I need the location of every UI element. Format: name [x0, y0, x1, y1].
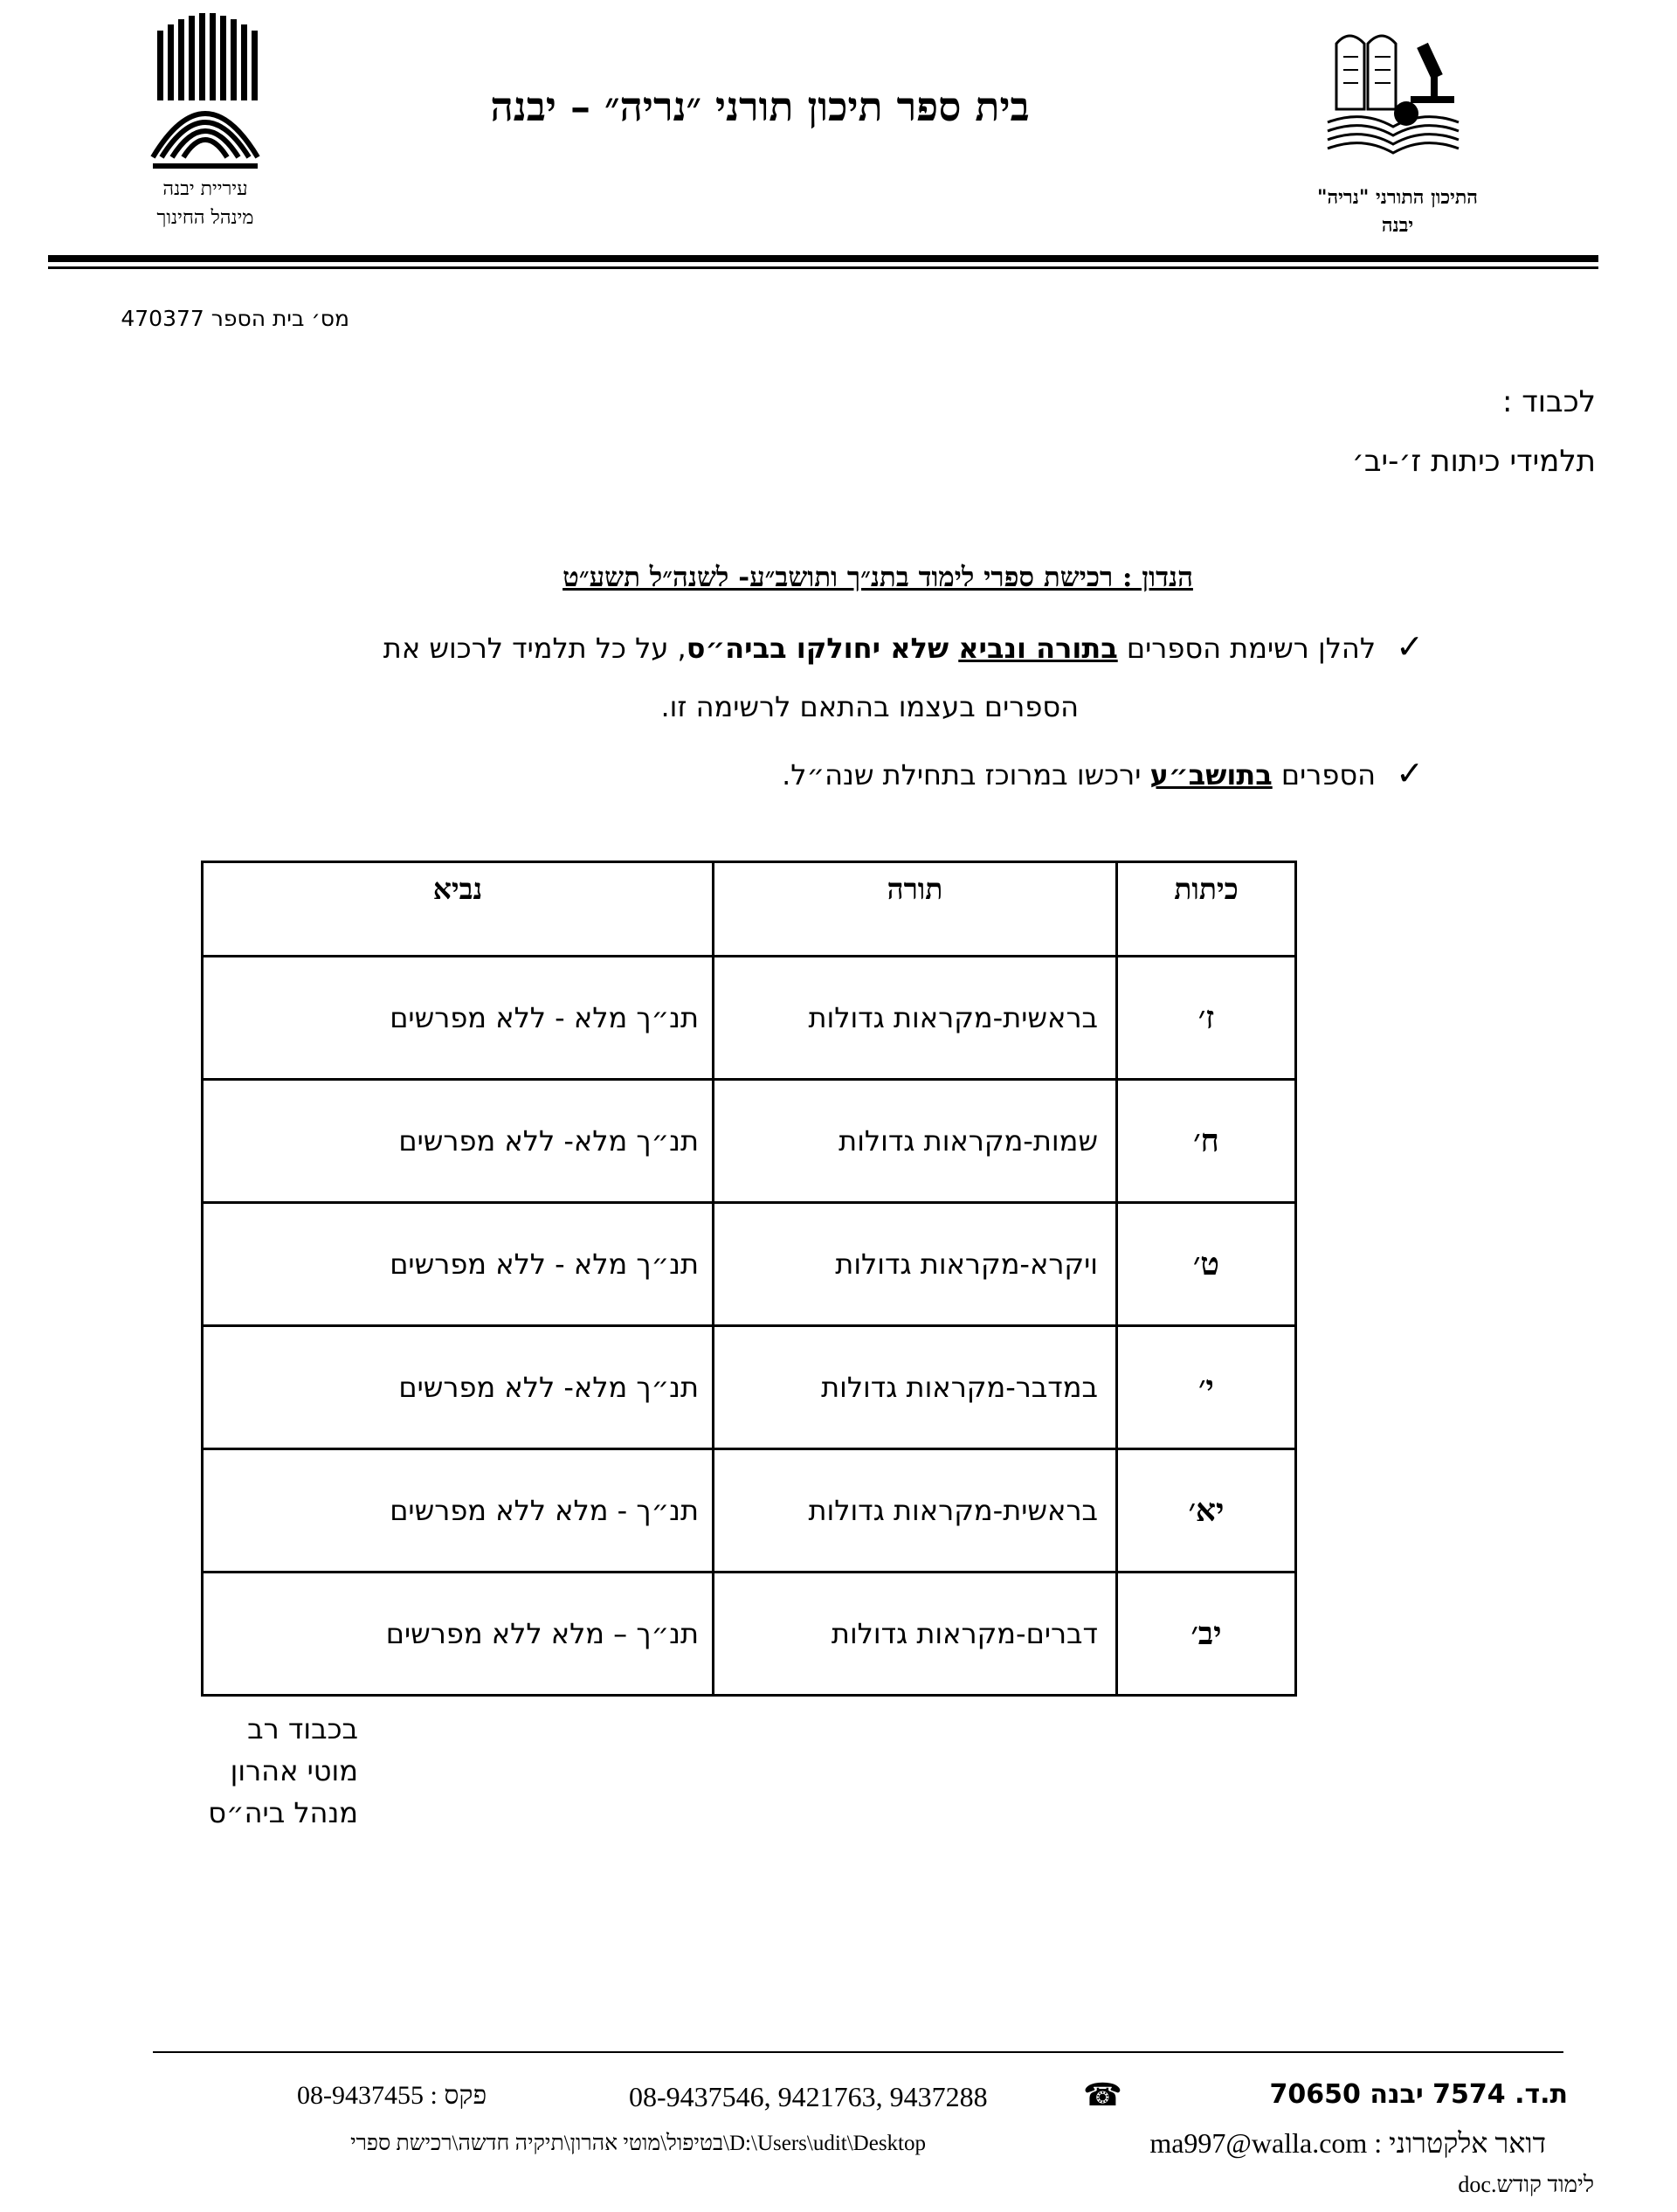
- footer-file-name: לימוד קודש.doc: [1458, 2172, 1594, 2197]
- table-row: [203, 957, 1296, 1080]
- school-logo-caption: התיכון התורני "נריה" יבנה: [1317, 186, 1478, 237]
- torah-cell: בראשית-מקראות גדולות: [714, 1449, 1117, 1573]
- header-divider-thin: [48, 266, 1598, 269]
- footer-address: ת.ד. 7574 יבנה 70650: [1269, 2079, 1568, 2110]
- footer-divider: [153, 2051, 1563, 2053]
- torah-cell: דברים-מקראות גדולות: [714, 1573, 1117, 1696]
- grade-cell: ז׳: [1117, 957, 1296, 1080]
- phone-icon: ☎: [1083, 2077, 1122, 2113]
- table-row: [203, 1080, 1296, 1203]
- grade-cell: ח׳: [1117, 1080, 1296, 1203]
- navi-cell: תנ״ך – מלא ללא מפרשים: [203, 1573, 714, 1696]
- torah-cell: שמות-מקראות גדולות: [714, 1080, 1117, 1203]
- municipality-logo-caption: עיריית יבנה מינהל החינוך: [156, 178, 254, 229]
- navi-cell: תנ״ך מלא - ללא מפרשים: [203, 1203, 714, 1326]
- bullet-oral-torah: ✓הספרים בתושב״ע ירכשו במרוכז בתחילת שנה״ל.: [782, 754, 1424, 792]
- school-id: מס׳ בית הספר 470377: [121, 306, 349, 331]
- header-navi: נביא: [203, 862, 714, 957]
- grade-cell: ט׳: [1117, 1203, 1296, 1326]
- checkmark-icon: ✓: [1396, 627, 1424, 666]
- footer-phones: 08-9437546, 9421763, 9437288: [629, 2081, 988, 2112]
- subject-line: הנדון : רכישת ספרי לימוד בתנ״ך ותושב״ע- לשנה״ל תשע״ט: [562, 562, 1193, 593]
- recipient-label: לכבוד :: [1501, 384, 1596, 419]
- school-title: בית ספר תיכון תורני ״נריה״ – יבנה: [490, 83, 1030, 130]
- navi-cell: תנ״ך מלא- ללא מפרשים: [203, 1080, 714, 1203]
- signature-name: מוטי אהרון: [230, 1754, 358, 1787]
- recipient-name: תלמידי כיתות ז׳-יב׳: [1351, 444, 1596, 479]
- navi-cell: תנ״ך מלא- ללא מפרשים: [203, 1326, 714, 1449]
- footer-fax: פקס : 08-9437455: [297, 2081, 487, 2110]
- bullet-books-list: ✓להלן רשימת הספרים בתורה ונביא שלא יחולקו בביה״ס, על כל תלמיד לרכוש את: [383, 627, 1424, 666]
- table-row: [203, 1326, 1296, 1449]
- torah-cell: במדבר-מקראות גדולות: [714, 1326, 1117, 1449]
- municipality-logo: [148, 9, 262, 170]
- books-table: [201, 861, 1297, 1697]
- table-row: [203, 1449, 1296, 1573]
- footer-file-path: D:\Users\udit\Desktop\בטיפול\מוטי אהרון\תיקיה חדשה\רכישת ספרי: [350, 2132, 926, 2155]
- signature-title: מנהל ביה״ס: [208, 1796, 358, 1829]
- grade-cell: יב׳: [1117, 1573, 1296, 1696]
- table-row: [203, 1573, 1296, 1696]
- grade-cell: יא׳: [1117, 1449, 1296, 1573]
- grade-cell: י׳: [1117, 1326, 1296, 1449]
- table-header-row: [203, 862, 1296, 957]
- header-torah: תורה: [714, 862, 1117, 957]
- table-row: [203, 1203, 1296, 1326]
- navi-cell: תנ״ך מלא - ללא מפרשים: [203, 957, 714, 1080]
- school-logo: [1319, 26, 1467, 157]
- footer-email: דואר אלקטרוני : ma997@walla.com: [1149, 2127, 1546, 2159]
- navi-cell: תנ״ך - מלא ללא מפרשים: [203, 1449, 714, 1573]
- checkmark-icon: ✓: [1396, 754, 1424, 792]
- signature-greeting: בכבוד רב: [247, 1712, 358, 1745]
- header-divider: [48, 255, 1598, 262]
- torah-cell: ויקרא-מקראות גדולות: [714, 1203, 1117, 1326]
- header-grades: כיתות: [1117, 862, 1296, 957]
- torah-cell: בראשית-מקראות גדולות: [714, 957, 1117, 1080]
- bullet-books-list-continued: הספרים בעצמו בהתאם לרשימה זו.: [660, 690, 1079, 723]
